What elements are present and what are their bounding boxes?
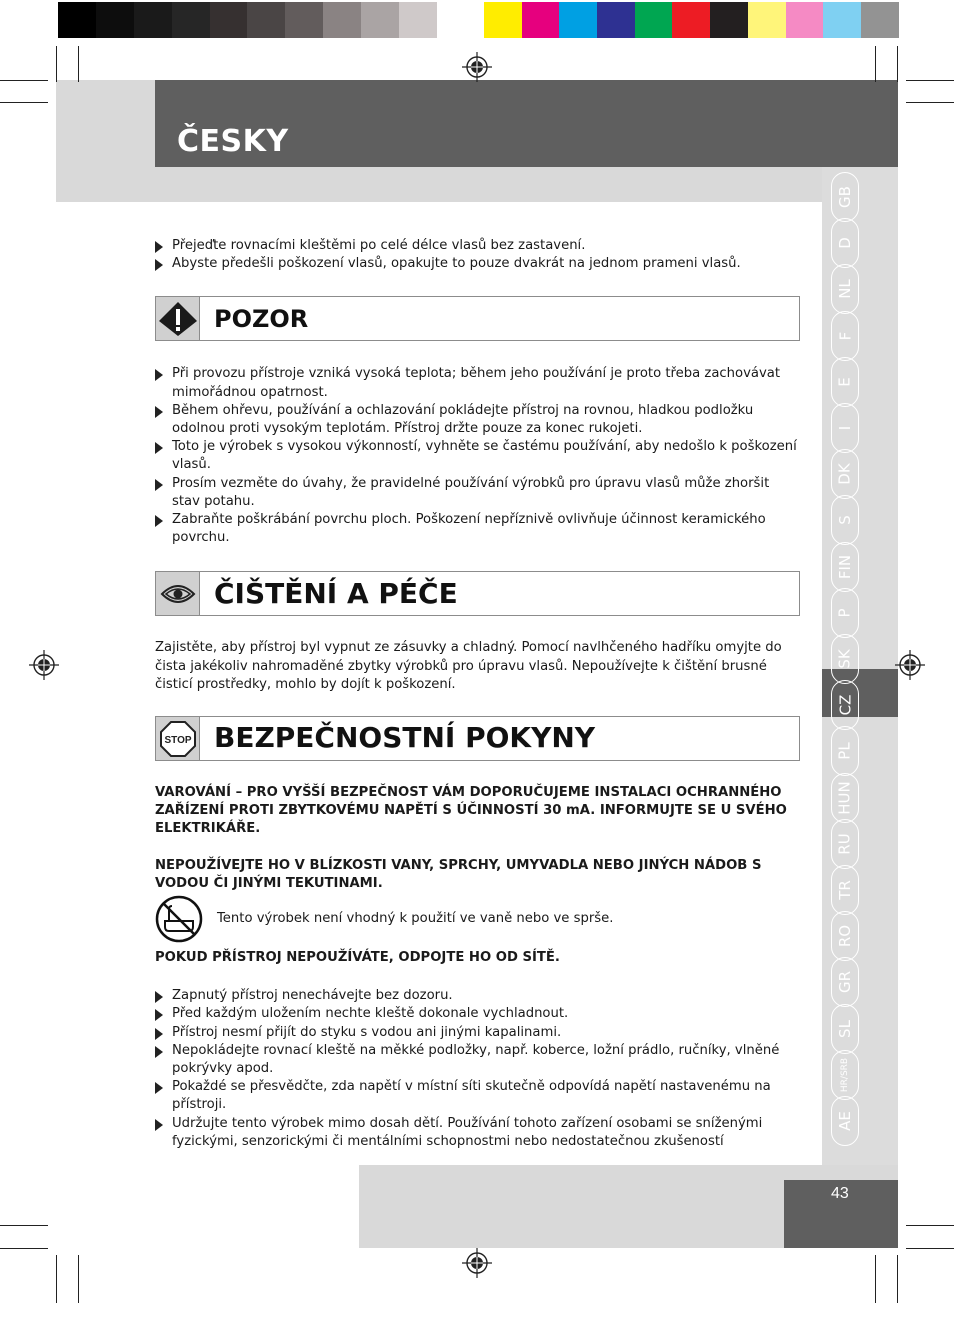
bath-warning-text: Tento výrobek není vhodný k použití ve vaně nebo ve sprše. [217,910,614,926]
list-item: Nepokládejte rovnací kleště na měkké podložky, např. koberce, ložní prádlo, ručníky, vlněné pokrývky apod. [155,1042,800,1078]
color-swatch [484,2,522,38]
crop-mark [906,80,954,81]
bath-warning-row [155,895,800,943]
color-swatch [285,2,323,38]
intro-bullet-list [155,237,800,273]
color-swatch [210,2,248,38]
color-swatch [96,2,134,38]
color-swatch [134,2,172,38]
crop-mark [0,1225,48,1226]
language-tab-sk[interactable] [831,634,859,684]
list-item: Abyste předešli poškození vlasů, opakujte to pouze dvakrát na jednom prameni vlasů. [155,255,800,273]
language-tab-f[interactable] [831,311,859,361]
color-calibration-bar-left [58,2,475,38]
language-tab-hr-srb[interactable] [831,1050,859,1100]
pozor-bullet-list [155,365,800,547]
language-tab-ae[interactable] [831,1096,859,1146]
color-swatch [597,2,635,38]
color-swatch [58,2,96,38]
crop-mark [0,80,48,81]
color-swatch [823,2,861,38]
language-tab-s[interactable] [831,495,859,545]
color-swatch [522,2,560,38]
crop-mark [0,102,48,103]
crop-mark [56,1255,57,1303]
color-swatch [361,2,399,38]
language-tab-hun[interactable] [831,773,859,823]
section-title-care: ČIŠTĚNÍ A PÉČE [214,576,458,610]
header-bar [155,80,898,167]
color-swatch [710,2,748,38]
eye-icon [156,572,200,615]
language-tab-label: RU [836,833,854,855]
section-title-safety: BEZPEČNOSTNÍ POKYNY [214,721,596,755]
language-tab-p[interactable] [831,588,859,638]
stop-icon [156,717,200,760]
crop-mark [906,1248,954,1249]
language-tab-e[interactable] [831,357,859,407]
no-bath-icon [155,895,203,943]
crop-mark [78,1255,79,1303]
page-title: ČESKY [177,124,289,159]
language-tab-gb[interactable] [831,172,859,222]
language-tab-label: E [835,377,854,387]
crop-mark [78,46,79,82]
language-tab-label: SL [835,1019,854,1038]
language-tab-ru[interactable] [831,819,859,869]
language-tab-label: GR [835,971,854,994]
language-tab-label: GB [835,186,854,208]
language-tab-dk[interactable] [831,449,859,499]
crop-mark [897,1255,898,1303]
language-tab-label: TR [836,880,854,900]
color-swatch [861,2,899,38]
color-swatch [323,2,361,38]
color-calibration-bar-right [484,2,899,38]
list-item: Před každým uložením nechte kleště dokonale vychladnout. [155,1005,800,1023]
list-item: Přejeďte rovnacími kleštěmi po celé délce vlasů bez zastavení. [155,237,800,255]
registration-mark-icon [29,650,59,680]
color-swatch [635,2,673,38]
language-tab-label: P [835,608,854,618]
list-item: Toto je výrobek s vysokou výkonností, vyhněte se častému používání, aby nedošlo k poškození vlasů. [155,438,800,474]
language-tab-label: HUN [836,780,855,815]
registration-mark-icon [895,650,925,680]
language-tab-label: PL [836,742,854,761]
section-header-pozor [155,296,800,341]
crop-mark [875,1255,876,1303]
language-tab-label: RO [835,925,854,948]
crop-mark [906,102,954,103]
language-tab-gr[interactable] [831,957,859,1007]
color-swatch [172,2,210,38]
list-item: Pokaždé se přesvědčte, zda napětí v místní síti skutečně odpovídá napětí nastavenému na přístroji. [155,1078,800,1114]
language-tab-tr[interactable] [831,865,859,915]
safety-bullet-list [155,987,800,1151]
color-swatch [247,2,285,38]
language-tab-label: AE [836,1111,854,1131]
section-header-care [155,571,800,616]
language-tab-d[interactable] [831,218,859,268]
language-tab-label: FIN [836,554,854,579]
color-swatch [437,2,475,38]
language-tab-ro[interactable] [831,911,859,961]
language-tab-pl[interactable] [831,726,859,776]
language-tab-label: HR/SRB [840,1057,851,1092]
safety-unplug: POKUD PŘÍSTROJ NEPOUŽÍVÁTE, ODPOJTE HO OD SÍTĚ. [155,950,560,966]
language-tab-label: D [836,237,854,249]
stop-label: STOP [163,734,192,746]
language-tab-fin[interactable] [831,542,859,592]
language-tab-label: I [836,425,854,431]
crop-mark [897,46,898,82]
language-tab-nl[interactable] [831,264,859,314]
crop-mark [56,46,57,82]
page-number: 43 [831,1185,849,1202]
language-tab-label: SK [835,649,854,669]
list-item: Zapnutý přístroj nenechávejte bez dozoru. [155,987,800,1005]
care-text: Zajistěte, aby přístroj byl vypnut ze zásuvky a chladný. Pomocí navlhčeného hadříku omyjte do čista jakékoliv nahromaděné zbytky výrobků pro úpravu vlasů. Nepoužívejte k čištění brusné čisticí prostředky, mohlo by dojít k poškození. [155,640,782,692]
list-item: Přístroj nesmí přijít do styku s vodou ani jinými kapalinami. [155,1024,800,1042]
crop-mark [906,1225,954,1226]
page-number-box [784,1180,898,1248]
section-header-safety [155,716,800,761]
list-item: Během ohřevu, používání a ochlazování pokládejte přístroj na rovnou, hladkou podložku odolnou proti vysokým teplotám. Přístroj držte pouze za konec rukojeti. [155,402,800,438]
language-tab-label: S [836,515,854,526]
registration-mark-icon [462,1248,492,1278]
color-swatch [786,2,824,38]
list-item: Při provozu přístroje vzniká vysoká teplota; během jeho používání je proto třeba zachovávat mimořádnou opatrnost. [155,365,800,401]
safety-warning-rcd: VAROVÁNÍ – PRO VYŠŠÍ BEZPEČNOST VÁM DOPORUČUJEME INSTALACI OCHRANNÉHO ZAŘÍZENÍ PROTI ZBYTKOVÉMU NAPĚTÍ S ÚČINNOSTÍ 30 mA. INFORMUJTE SE U SVÉHO ELEKTRIKÁŘE. [155,785,787,837]
language-tab-sl[interactable] [831,1004,859,1054]
color-swatch [748,2,786,38]
crop-mark [0,1248,48,1249]
language-tab-cz[interactable] [831,680,859,730]
list-item: Prosím vezměte do úvahy, že pravidelné používání výrobků pro úpravu vlasů může zhoršit stav potahu. [155,475,800,511]
crop-mark [875,46,876,82]
main-content [155,237,800,1151]
color-swatch [672,2,710,38]
language-tab-label: CZ [836,694,854,716]
safety-warning-water: NEPOUŽÍVEJTE HO V BLÍZKOSTI VANY, SPRCHY, UMYVADLA NEBO JINÝCH NÁDOB S VODOU ČI JINÝMI TEKUTINAMI. [155,857,762,891]
language-tab-label: DK [835,463,854,485]
language-tab-i[interactable] [831,403,859,453]
language-tab-label: NL [835,279,854,300]
warning-icon [156,297,200,340]
section-title-pozor: POZOR [214,304,309,333]
color-swatch [559,2,597,38]
list-item: Zabraňte poškrábání povrchu ploch. Poškození nepříznivě ovlivňuje účinnost keramického povrchu. [155,511,800,547]
color-swatch [399,2,437,38]
language-tab-label: F [835,331,854,340]
list-item: Udržujte tento výrobek mimo dosah dětí. Používání tohoto zařízení osobami se sníženými fyzickými, senzorickými či mentálními schopnostmi nebo nedostatečnou zkušeností [155,1115,800,1151]
registration-mark-icon [462,52,492,82]
